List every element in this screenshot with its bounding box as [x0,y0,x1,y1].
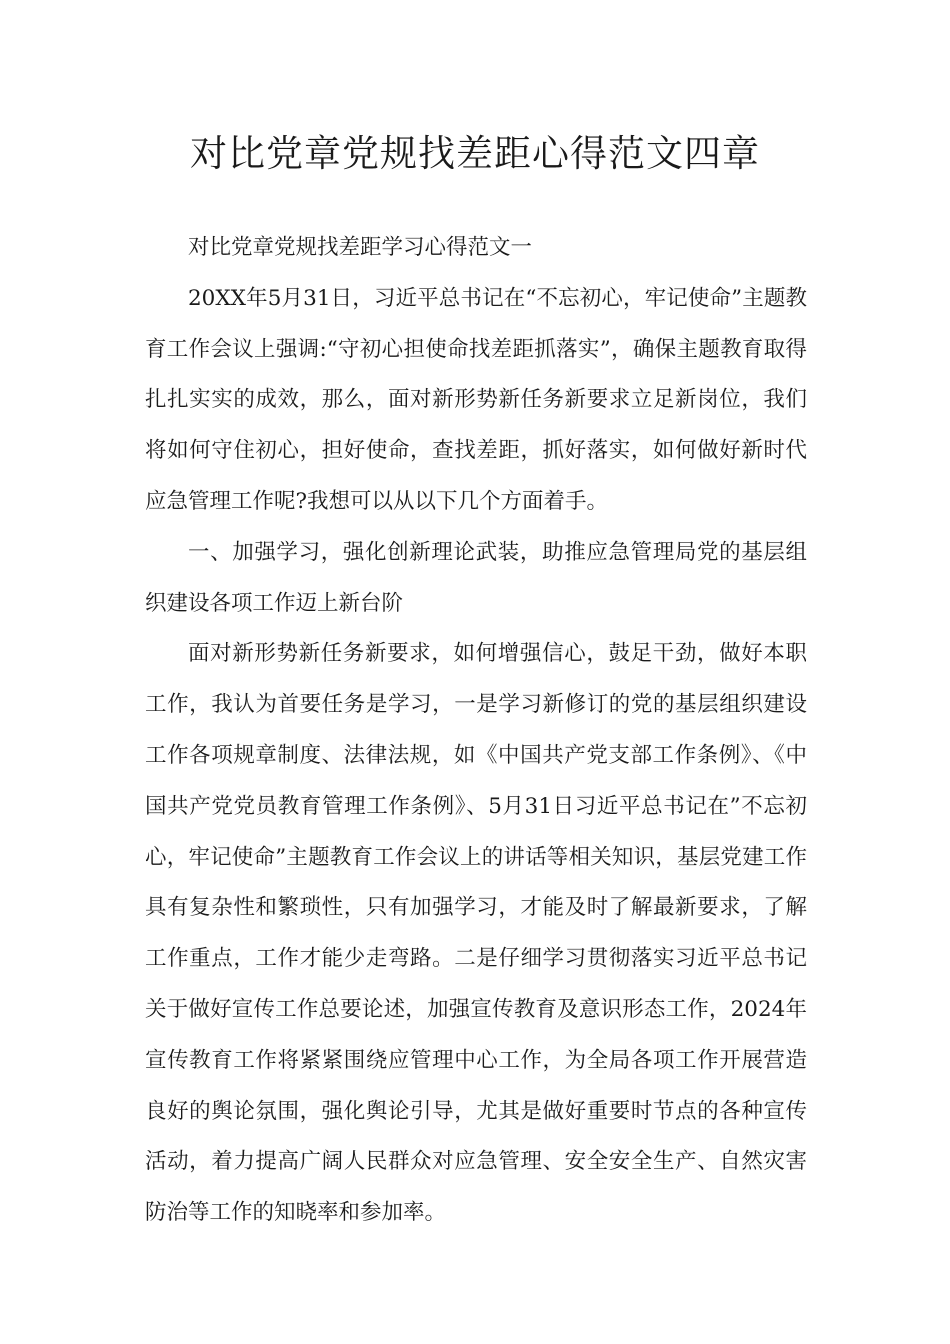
paragraph-subtitle: 对比党章党规找差距学习心得范文一 [188,235,533,260]
paragraph-intro: 20XX年5月31日，习近平总书记在“不忘初心，牢记使命”主题教育工作会议上强调:“守初心担使命找差距抓落实”，确保主题教育取得扎扎实实的成效，那么，面对新形势新任务新要求立足新岗位，我们将如何守住初心，担好使命，查找差距，抓好落实，如何做好新时代应急管理工作呢?我想可以从以下几个方面着手。 [145,285,807,514]
document-title: 对比党章党规找差距心得范文四章 [190,132,760,175]
document-body [145,223,807,1239]
paragraph-body: 面对新形势新任务新要求，如何增强信心，鼓足干劲，做好本职工作，我认为首要任务是学习，一是学习新修订的党的基层组织建设工作各项规章制度、法律法规，如《中国共产党支部工作条例》、《中国共产党党员教育管理工作条例》、5月31日习近平总书记在”不忘初心，牢记使命”主题教育工作会议上的讲话等相关知识，基层党建工作具有复杂性和繁琐性，只有加强学习，才能及时了解最新要求，了解工作重点，工作才能少走弯路。二是仔细学习贯彻落实习近平总书记关于做好宣传工作总要论述，加强宣传教育及意识形态工作，2024年宣传教育工作将紧紧围绕应管理中心工作，为全局各项工作开展营造良好的舆论氛围，强化舆论引导，尤其是做好重要时节点的各种宣传活动，着力提高广阔人民群众对应急管理、安全安全生产、自然灾害防治等工作的知晓率和参加率。 [145,641,807,1226]
paragraph-heading-one: 一、加强学习，强化创新理论武装，助推应急管理局党的基层组织建设各项工作迈上新台阶 [145,539,807,616]
